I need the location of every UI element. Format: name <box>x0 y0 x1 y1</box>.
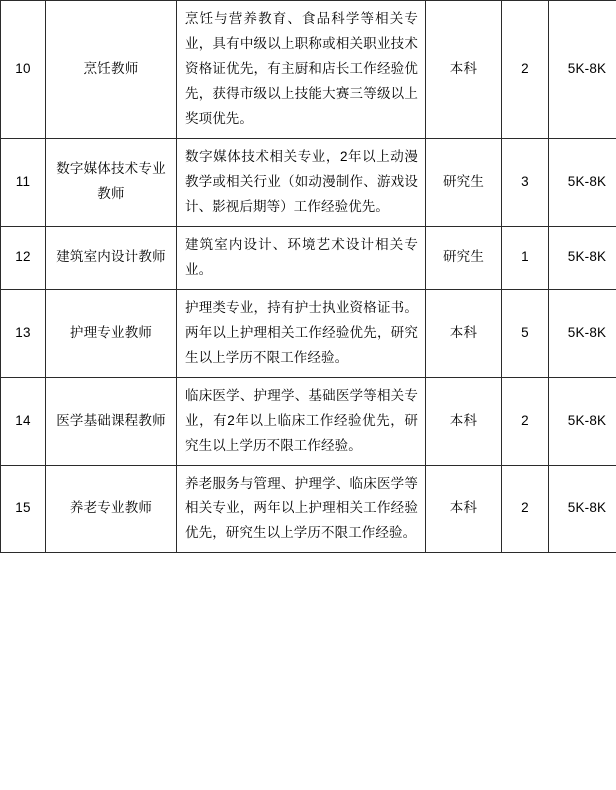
salary-cell <box>549 138 616 226</box>
salary-cell <box>549 1 616 139</box>
headcount-cell <box>502 138 549 226</box>
requirement-text: 护理类专业，持有护士执业资格证书。两年以上护理相关工作经验优先，研究生以上学历不限工作经验。 <box>185 299 418 365</box>
post-cell <box>46 138 177 226</box>
education-level: 本科 <box>449 500 478 516</box>
requirement-cell <box>177 465 426 553</box>
education-level: 本科 <box>449 412 478 428</box>
row-number: 13 <box>15 324 31 340</box>
table-row <box>1 465 616 553</box>
requirement-text: 建筑室内设计、环境艺术设计相关专业。 <box>185 236 418 277</box>
post-cell <box>46 377 177 465</box>
post-cell <box>46 1 177 139</box>
salary-range: 5K-8K <box>567 324 607 340</box>
education-cell <box>426 1 502 139</box>
table-row <box>1 226 616 289</box>
headcount-value: 2 <box>521 500 529 516</box>
row-number-cell <box>1 138 46 226</box>
salary-cell <box>549 377 616 465</box>
headcount-cell <box>502 465 549 553</box>
education-level: 研究生 <box>442 173 485 189</box>
salary-cell <box>549 226 616 289</box>
row-number: 15 <box>15 500 31 516</box>
requirement-cell <box>177 138 426 226</box>
education-level: 本科 <box>449 324 478 340</box>
headcount-cell <box>502 377 549 465</box>
post-cell <box>46 465 177 553</box>
headcount-value: 1 <box>521 249 529 265</box>
table-row <box>1 289 616 377</box>
table-row <box>1 1 616 139</box>
education-cell <box>426 377 502 465</box>
row-number-cell <box>1 289 46 377</box>
post-cell <box>46 289 177 377</box>
headcount-value: 3 <box>521 173 529 189</box>
requirement-text: 临床医学、护理学、基础医学等相关专业，有2年以上临床工作经验优先，研究生以上学历不限工作经验。 <box>185 387 418 453</box>
post-cell <box>46 226 177 289</box>
headcount-cell <box>502 289 549 377</box>
headcount-cell <box>502 226 549 289</box>
row-number: 10 <box>15 60 31 76</box>
post-name: 护理专业教师 <box>69 324 153 340</box>
salary-range: 5K-8K <box>567 412 607 428</box>
row-number: 11 <box>15 173 31 189</box>
post-name: 养老专业教师 <box>69 500 153 516</box>
headcount-value: 2 <box>521 60 529 76</box>
table-body <box>1 1 616 553</box>
requirement-text: 养老服务与管理、护理学、临床医学等相关专业，两年以上护理相关工作经验优先，研究生以上学历不限工作经验。 <box>185 475 418 541</box>
post-name: 建筑室内设计教师 <box>56 249 166 265</box>
row-number: 12 <box>15 249 31 265</box>
post-name: 烹饪教师 <box>83 60 139 76</box>
salary-range: 5K-8K <box>567 173 607 189</box>
education-level: 研究生 <box>442 249 485 265</box>
headcount-cell <box>502 1 549 139</box>
education-cell <box>426 138 502 226</box>
salary-range: 5K-8K <box>567 60 607 76</box>
table-row <box>1 377 616 465</box>
table-row <box>1 138 616 226</box>
row-number-cell <box>1 1 46 139</box>
headcount-value: 5 <box>521 324 529 340</box>
requirement-cell <box>177 289 426 377</box>
row-number-cell <box>1 226 46 289</box>
education-level: 本科 <box>449 60 478 76</box>
requirement-text: 烹饪与营养教育、食品科学等相关专业，具有中级以上职称或相关职业技术资格证优先，有主厨和店长工作经验优先，获得市级以上技能大赛三等级以上奖项优先。 <box>185 11 418 126</box>
salary-cell <box>549 465 616 553</box>
requirement-cell <box>177 226 426 289</box>
salary-range: 5K-8K <box>567 500 607 516</box>
row-number-cell <box>1 465 46 553</box>
row-number: 14 <box>15 412 31 428</box>
education-cell <box>426 226 502 289</box>
post-name: 数字媒体技术专业教师 <box>56 161 166 202</box>
requirement-cell <box>177 1 426 139</box>
salary-cell <box>549 289 616 377</box>
headcount-value: 2 <box>521 412 529 428</box>
requirement-cell <box>177 377 426 465</box>
salary-range: 5K-8K <box>567 249 607 265</box>
education-cell <box>426 289 502 377</box>
post-name: 医学基础课程教师 <box>56 412 166 428</box>
education-cell <box>426 465 502 553</box>
requirement-text: 数字媒体技术相关专业，2年以上动漫教学或相关行业（如动漫制作、游戏设计、影视后期等）工作经验优先。 <box>185 148 418 214</box>
row-number-cell <box>1 377 46 465</box>
